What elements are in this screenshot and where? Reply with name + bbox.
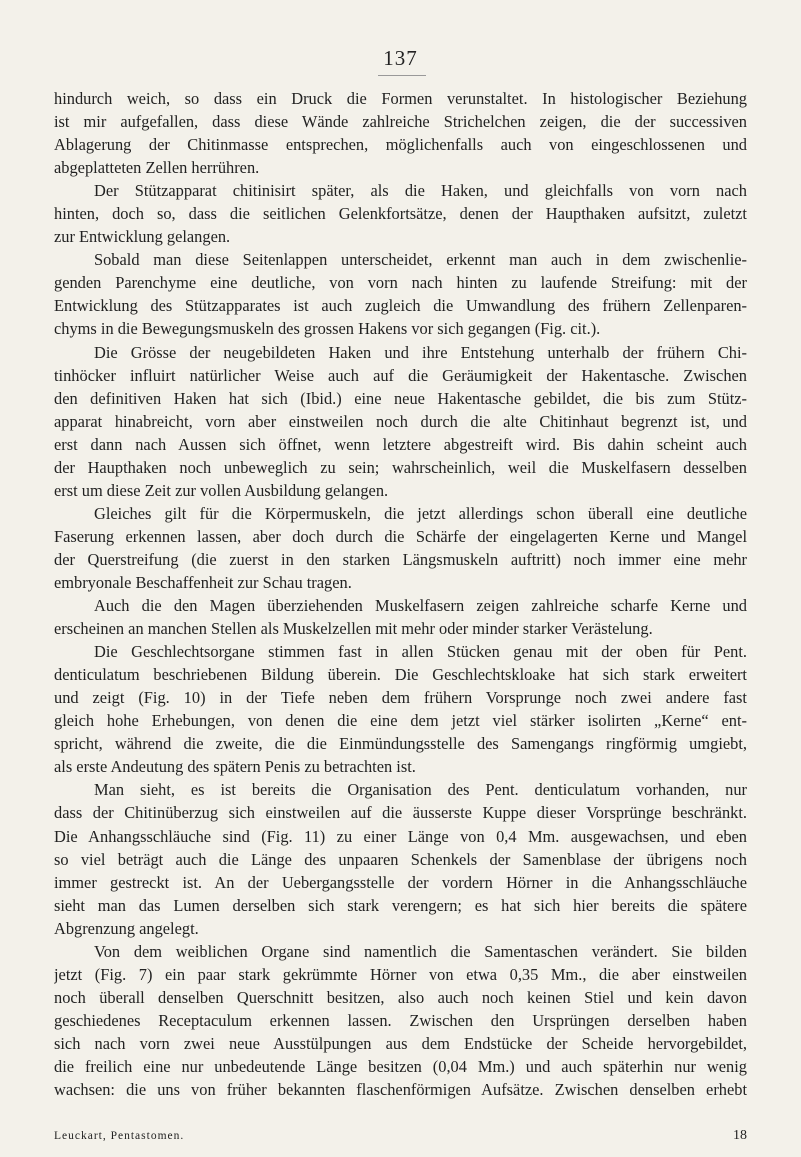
text-line: erst dann nach Aussen sich öffnet, wenn letztere abgestreift wird. Bis dahin scheint auch [54,434,747,454]
text-line: hinten, doch so, dass die seitlichen Gelenkfortsätze, denen der Haupthaken aufsitzt, zuletzt [54,204,747,224]
text-line: immer gestreckt ist. An der Uebergangsstelle der vordern Hörner in die Anhangsschläuche [54,872,747,892]
text-line: jetzt (Fig. 7) ein paar stark gekrümmte Hörner von etwa 0,35 Mm., die aber einstweilen [54,964,747,984]
text-line: der Haupthaken noch unbeweglich zu sein; wahrscheinlich, weil die Muskelfasern desselben [54,457,747,477]
text-line: die freilich eine nur unbedeutende Länge besitzen (0,04 Mm.) und auch späterhin nur wenig [54,1056,747,1076]
text-line: Abgrenzung angelegt. [54,918,199,938]
text-line: zur Entwicklung gelangen. [54,227,231,247]
header-rule [378,75,426,76]
text-line: Die Geschlechtsorgane stimmen fast in allen Stücken genau mit der oben für Pent. [94,642,747,662]
text-line: embryonale Beschaffenheit zur Schau tragen. [54,572,352,592]
text-line: erst um diese Zeit zur vollen Ausbildung gelangen. [54,480,389,500]
text-line: tinhöcker influirt natürlicher Weise auch auf die Geräumigkeit der Hakentasche. Zwischen [54,365,747,385]
text-line: als erste Andeutung des spätern Penis zu betrachten ist. [54,757,416,777]
text-line: Entwicklung des Stützapparates ist auch zugleich die Umwandlung des frühern Zellenparen- [54,296,747,316]
text-line: erscheinen an manchen Stellen als Muskelzellen mit mehr oder minder starker Verästelung. [54,619,653,639]
text-line: apparat hinabreicht, vorn aber einstweilen noch durch die alte Chitinhaut begrenzt ist, und [54,411,747,431]
text-line: und zeigt (Fig. 10) in der Tiefe neben dem frühern Vorsprunge noch zwei andere fast [54,688,747,708]
text-line: gleich hohe Erhebungen, von denen die eine dem jetzt viel stärker isolirten „Kerne“ ent- [54,711,747,731]
text-line: hindurch weich, so dass ein Druck die Formen verunstaltet. In histologischer Beziehung [54,89,747,108]
text-line: Die Grösse der neugebildeten Haken und ihre Entstehung unterhalb der frühern Chi- [94,342,747,362]
text-line: geschiedenes Receptaculum erkennen lassen. Zwischen den Ursprüngen derselben haben [54,1010,747,1030]
text-line: Von dem weiblichen Organe sind namentlich die Samentaschen verändert. Sie bilden [94,941,747,961]
text-line: sich nach vorn zwei neue Ausstülpungen aus dem Endstücke der Scheide hervorgebildet, [54,1033,747,1053]
footer [54,1130,747,1142]
text-line: Der Stützapparat chitinisirt später, als die Haken, und gleichfalls von vorn nach [94,181,747,201]
text-line: spricht, während die zweite, die die Einmündungsstelle des Samengangs ringförmig umgiebt, [54,734,747,754]
text-line: Sobald man diese Seitenlappen unterscheidet, erkennt man auch in dem zwischenlie- [94,250,747,270]
text-line: Ablagerung der Chitinmasse entsprechen, möglichenfalls auch von eingeschlossenen und [54,135,747,155]
body-text [54,87,747,1101]
text-line: denticulatum beschriebenen Bildung überein. Die Geschlechtskloake hat sich stark erweitert [54,665,747,685]
text-line: wachsen: die uns von früher bekannten flaschenförmigen Aufsätze. Zwischen denselben erhebt [54,1080,747,1100]
running-title: Leuckart, Pentastomen. [54,1130,185,1142]
text-line: so viel beträgt auch die Länge des unpaaren Schenkels der Samenblase der übrigens noch [54,849,747,869]
text-line: Auch die den Magen überziehenden Muskelfasern zeigen zahlreiche scharfe Kerne und [94,596,747,616]
text-line: Faserung erkennen lassen, aber doch durch die Schärfe der eingelagerten Kerne und Mangel [54,526,747,546]
text-line: chyms in die Bewegungsmuskeln des grossen Hakens vor sich gegangen (Fig. cit.). [54,319,601,339]
text-line: sieht man das Lumen derselben sich stark verengern; es hat sich hier bereits die spätere [54,895,747,915]
text-line: der Querstreifung (die zuerst in den starken Längsmuskeln auftritt) noch immer eine mehr [54,549,747,569]
text-line: ist mir aufgefallen, dass diese Wände zahlreiche Strichelchen zeigen, die der successiven [54,112,747,132]
text-line: genden Parenchyme eine deutliche, von vorn nach hinten zu laufende Streifung: mit der [54,273,747,293]
text-line: noch überall denselben Querschnitt besitzen, also auch noch keinen Stiel und kein davon [54,987,747,1007]
text-line: Die Anhangsschläuche sind (Fig. 11) zu einer Länge von 0,4 Mm. ausgewachsen, und eben [54,826,747,846]
text-line: Man sieht, es ist bereits die Organisation des Pent. denticulatum vorhanden, nur [94,780,747,800]
page-number: 137 [383,46,418,70]
text-line: abgeplatteten Zellen herrühren. [54,158,260,178]
text-line: dass der Chitinüberzug sich einstweilen auf die äusserste Kuppe dieser Vorsprünge beschränkt. [54,803,747,823]
text-line: den definitiven Haken hat sich (Ibid.) eine neue Hakentasche gebildet, die bis zum Stütz- [54,388,747,408]
signature-mark: 18 [733,1128,747,1143]
text-line: Gleiches gilt für die Körpermuskeln, die jetzt allerdings schon überall eine deutliche [94,503,747,523]
